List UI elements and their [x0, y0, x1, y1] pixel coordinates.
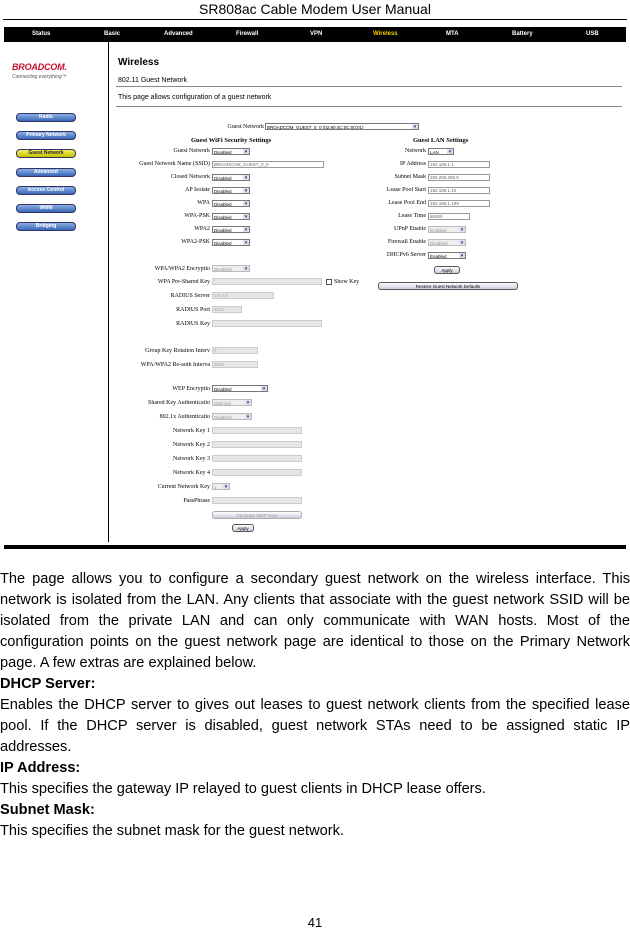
top-navigation	[4, 27, 626, 42]
ip-address-input[interactable]: 192.168.1.1	[428, 161, 490, 168]
radius-key-input[interactable]	[212, 320, 322, 327]
nav-advanced[interactable]: Advanced	[164, 31, 193, 37]
firewall-select[interactable]: Disabled ▾	[428, 239, 466, 246]
lease-time-input[interactable]: 86400	[428, 213, 470, 220]
guest-network-select[interactable]: BROADCOM_GUEST_0_0 (02:90:4C:0C:00:01) ▾	[265, 123, 419, 130]
lan-network-label: Network	[405, 148, 426, 154]
ip-address-label: IP Address	[400, 161, 426, 167]
network-key-2-input[interactable]	[212, 441, 302, 448]
wpa2-psk-label: WPA2-PSK	[181, 239, 210, 245]
wpa-psk-label: WPA-PSK	[184, 213, 210, 219]
network-key-1-input[interactable]	[212, 427, 302, 434]
nav-mta[interactable]: MTA	[446, 31, 459, 37]
lease-pool-end-input[interactable]: 192.168.1.199	[428, 200, 490, 207]
wpa2-label: WPA2	[194, 226, 210, 232]
auth-8021x-select[interactable]: Disabled ▾	[212, 413, 252, 420]
subnet-mask-input[interactable]: 255.255.255.0	[428, 174, 490, 181]
sidebar-item-access-control[interactable]: Access Control	[16, 186, 76, 195]
ip-paragraph: This specifies the gateway IP relayed to guest clients in DHCP lease offers.	[0, 781, 486, 797]
restore-defaults-button[interactable]: Restore Guest Network Defaults	[378, 282, 518, 290]
sidebar	[4, 42, 109, 542]
document-header	[0, 0, 630, 22]
ssid-label: Guest Network Name (SSID)	[139, 161, 210, 167]
lease-pool-end-label: Lease Pool End	[388, 200, 426, 206]
guest-network-enable-select[interactable]: Disabled ▾	[212, 148, 250, 155]
document-title: SR808ac Cable Modem User Manual	[199, 1, 431, 17]
wpa-encryption-select[interactable]: Disabled ▾	[212, 265, 250, 272]
wep-encryption-label: WEP Encryptio	[172, 386, 210, 392]
group-key-rotation-input[interactable]: 0	[212, 347, 258, 354]
main-content	[116, 42, 622, 542]
group-key-rotation-label: Group Key Rotation Interv	[145, 348, 210, 354]
lease-time-label: Lease Time	[398, 213, 426, 219]
wpa-psk-key-input[interactable]	[212, 278, 322, 285]
generate-wep-keys-button[interactable]: Generate WEP Keys	[212, 511, 302, 519]
passphrase-label: PassPhrase	[183, 498, 210, 504]
divider	[116, 86, 622, 87]
lan-apply-button[interactable]: Apply	[434, 266, 460, 274]
reauth-interval-input[interactable]: 3600	[212, 361, 258, 368]
wifi-security-header: Guest WiFi Security Settings	[191, 137, 272, 144]
network-key-2-label: Network Key 2	[173, 442, 210, 448]
network-key-3-input[interactable]	[212, 455, 302, 462]
ssid-input[interactable]: BROADCOM_GUEST_0_0	[212, 161, 324, 168]
ap-isolate-select[interactable]: Disabled ▾	[212, 187, 250, 194]
dhcpv6-select[interactable]: Enabled ▾	[428, 252, 466, 259]
router-screenshot	[4, 27, 626, 549]
guest-network-enable-label: Guest Network	[173, 148, 210, 154]
nav-firewall[interactable]: Firewall	[236, 31, 259, 37]
lease-pool-start-label: Lease Pool Start	[386, 187, 426, 193]
ap-isolate-label: AP Isolate	[185, 187, 210, 193]
dhcpv6-label: DHCPv6 Server	[386, 252, 426, 258]
network-key-1-label: Network Key 1	[173, 428, 210, 434]
current-key-label: Current Network Key	[157, 484, 210, 490]
subnet-mask-label: Subnet Mask	[394, 174, 426, 180]
upnp-label: UPnP Enable	[394, 226, 426, 232]
dhcp-paragraph: Enables the DHCP server to gives out leases to guest network clients from the specified lease pool. If the DHCP server is disabled, guest network STAs need to be assigned static IP addresses.	[0, 697, 630, 755]
show-key-checkbox[interactable]	[326, 279, 332, 285]
intro-paragraph: The page allows you to configure a secondary guest network on the wireless interface. This network is isolated from the LAN. Any clients that associate with the guest network SSID will be isolated from the private LAN and can only communicate with WAN hosts. Most of the configuration points on the guest network page are identical to those on the Primary Network page. A few extras are explained below.	[0, 571, 630, 671]
sidebar-item-radio[interactable]: Radio	[16, 113, 76, 122]
ip-heading: IP Address:	[0, 760, 81, 776]
shared-key-auth-label: Shared Key Authenticatio	[148, 400, 210, 406]
closed-network-label: Closed Network	[170, 174, 210, 180]
wep-encryption-select[interactable]: Disabled ▾	[212, 385, 268, 392]
wpa-label: WPA	[197, 200, 210, 206]
wpa-encryption-label: WPA/WPA2 Encryptio	[154, 266, 210, 272]
wpa2-psk-select[interactable]: Disabled ▾	[212, 239, 250, 246]
page-number: 41	[307, 915, 323, 930]
sidebar-item-guest-network[interactable]: Guest Network	[16, 149, 76, 158]
divider	[116, 106, 622, 107]
nav-usb[interactable]: USB	[586, 31, 599, 37]
sidebar-item-advanced[interactable]: Advanced	[16, 168, 76, 177]
dhcp-heading: DHCP Server:	[0, 676, 96, 692]
shared-key-auth-select[interactable]: Optional ▾	[212, 399, 252, 406]
nav-status[interactable]: Status	[32, 31, 51, 37]
wpa-psk-select[interactable]: Disabled ▾	[212, 213, 250, 220]
network-key-4-input[interactable]	[212, 469, 302, 476]
current-key-select[interactable]: 1 ▾	[212, 483, 230, 490]
upnp-select[interactable]: Enabled ▾	[428, 226, 466, 233]
closed-network-select[interactable]: Disabled ▾	[212, 174, 250, 181]
subnet-heading: Subnet Mask:	[0, 802, 95, 818]
logo-tagline: Connecting everything™	[12, 74, 67, 80]
sidebar-item-primary-network[interactable]: Primary Network	[16, 131, 76, 140]
header-rule	[3, 19, 627, 20]
page-subtitle: 802.11 Guest Network	[118, 77, 188, 84]
network-key-3-label: Network Key 3	[173, 456, 210, 462]
nav-basic[interactable]: Basic	[104, 31, 121, 37]
page-title: Wireless	[118, 57, 160, 68]
sidebar-item-wmm[interactable]: WMM	[16, 204, 76, 213]
auth-8021x-label: 802.1x Authenticatio	[159, 414, 210, 420]
firewall-label: Firewall Enable	[387, 239, 426, 245]
sidebar-item-bridging[interactable]: Bridging	[16, 222, 76, 231]
passphrase-input[interactable]	[212, 497, 302, 504]
radius-key-label: RADIUS Key	[176, 321, 210, 327]
radius-port-label: RADIUS Port	[176, 307, 210, 313]
screenshot-bottom-bar	[4, 545, 626, 549]
radius-server-label: RADIUS Server	[170, 293, 210, 299]
wpa-psk-key-label: WPA Pre-Shared Key	[157, 279, 210, 285]
show-key-label: Show Key	[334, 279, 360, 285]
nav-battery[interactable]: Battery	[512, 31, 533, 37]
radius-port-input[interactable]: 1812	[212, 306, 242, 313]
logo-brand: BROADCOM.	[12, 62, 67, 72]
lan-settings-header: Guest LAN Settings	[413, 137, 469, 144]
subnet-paragraph: This specifies the subnet mask for the guest network.	[0, 823, 344, 839]
wpa2-select[interactable]: Disabled ▾	[212, 226, 250, 233]
radius-server-input[interactable]: 0.0.0.0	[212, 292, 274, 299]
broadcom-logo	[12, 62, 72, 80]
apply-button[interactable]: Apply	[232, 524, 254, 532]
nav-vpn[interactable]: VPN	[310, 31, 323, 37]
nav-wireless[interactable]: Wireless	[373, 31, 398, 37]
wpa-select[interactable]: Disabled ▾	[212, 200, 250, 207]
lan-network-select[interactable]: LAN ▾	[428, 148, 454, 155]
network-key-4-label: Network Key 4	[173, 470, 210, 476]
lease-pool-start-input[interactable]: 192.168.1.10	[428, 187, 490, 194]
reauth-interval-label: WPA/WPA2 Re-auth Interva	[140, 362, 210, 368]
guest-network-label: Guest Network	[227, 124, 264, 130]
page-description: This page allows configuration of a guest network	[118, 94, 272, 101]
body-text	[0, 569, 630, 842]
